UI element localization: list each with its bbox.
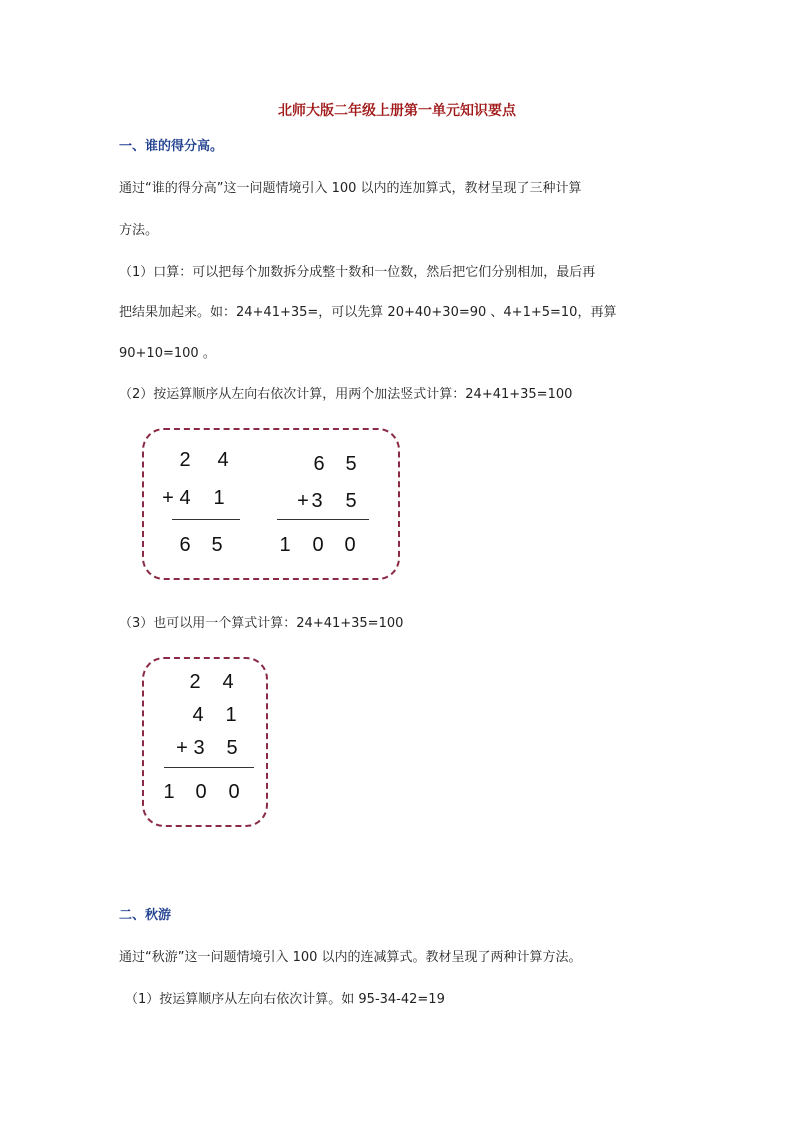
calc1-left-digit: 4 [179, 487, 191, 509]
calc1-right-digit: 5 [345, 453, 357, 475]
calc2-sum-line [164, 767, 254, 768]
calc1-left-result-digit: 6 [179, 534, 191, 556]
calc1-left-digit: 2 [179, 449, 191, 471]
calc1-left-digit: 4 [217, 449, 229, 471]
section1-intro-line1: 通过“谁的得分高”这一问题情境引入 100 以内的连加算式，教材呈现了三种计算 [119, 181, 582, 196]
calc2-digit: 4 [222, 671, 234, 693]
calc2-operator: + [176, 737, 188, 759]
section2-heading: 二、秋游 [119, 908, 172, 923]
calc2-digit: 2 [189, 671, 201, 693]
method2-text: （2）按运算顺序从左向右依次计算，用两个加法竖式计算：24+41+35=100 [119, 387, 573, 402]
calc2-result-digit: 0 [195, 781, 207, 803]
calc1-right-result-digit: 0 [312, 534, 324, 556]
calc1-right-digit: 3 [311, 490, 323, 512]
calc2-digit: 5 [226, 737, 238, 759]
method3-text: （3）也可以用一个算式计算：24+41+35=100 [119, 616, 404, 631]
calc1-left-digit: 1 [213, 487, 225, 509]
section1-intro-line2: 方法。 [119, 223, 159, 238]
page-title: 北师大版二年级上册第一单元知识要点 [278, 103, 516, 119]
calc2-result-digit: 1 [163, 781, 175, 803]
calc1-right-digit: 5 [345, 490, 357, 512]
method1-line1: （1）口算：可以把每个加数拆分成整十数和一位数，然后把它们分别相加，最后再 [119, 265, 596, 280]
section1-heading: 一、谁的得分高。 [119, 139, 224, 154]
calc1-right-sum-line [277, 519, 369, 520]
calc1-right-result-digit: 1 [279, 534, 291, 556]
calc1-right-result-digit: 0 [344, 534, 356, 556]
calc2-digit: 4 [192, 704, 204, 726]
section2-method1: （1）按运算顺序从左向右依次计算。如 95-34-42=19 [125, 992, 445, 1007]
section2-intro: 通过“秋游”这一问题情境引入 100 以内的连减算式。教材呈现了两种计算方法。 [119, 950, 582, 965]
calc1-left-operator: + [162, 487, 174, 509]
calc1-right-operator: + [297, 490, 309, 512]
calc1-right-digit: 6 [313, 453, 325, 475]
calc1-left-sum-line [172, 519, 240, 520]
method1-line2: 把结果加起来。如：24+41+35=，可以先算 20+40+30=90 、4+1+5=10，再算 [119, 305, 617, 320]
calc2-digit: 1 [225, 704, 237, 726]
calc2-digit: 3 [193, 737, 205, 759]
calc2-result-digit: 0 [228, 781, 240, 803]
calc1-left-result-digit: 5 [211, 534, 223, 556]
method1-line3: 90+10=100 。 [119, 346, 216, 361]
